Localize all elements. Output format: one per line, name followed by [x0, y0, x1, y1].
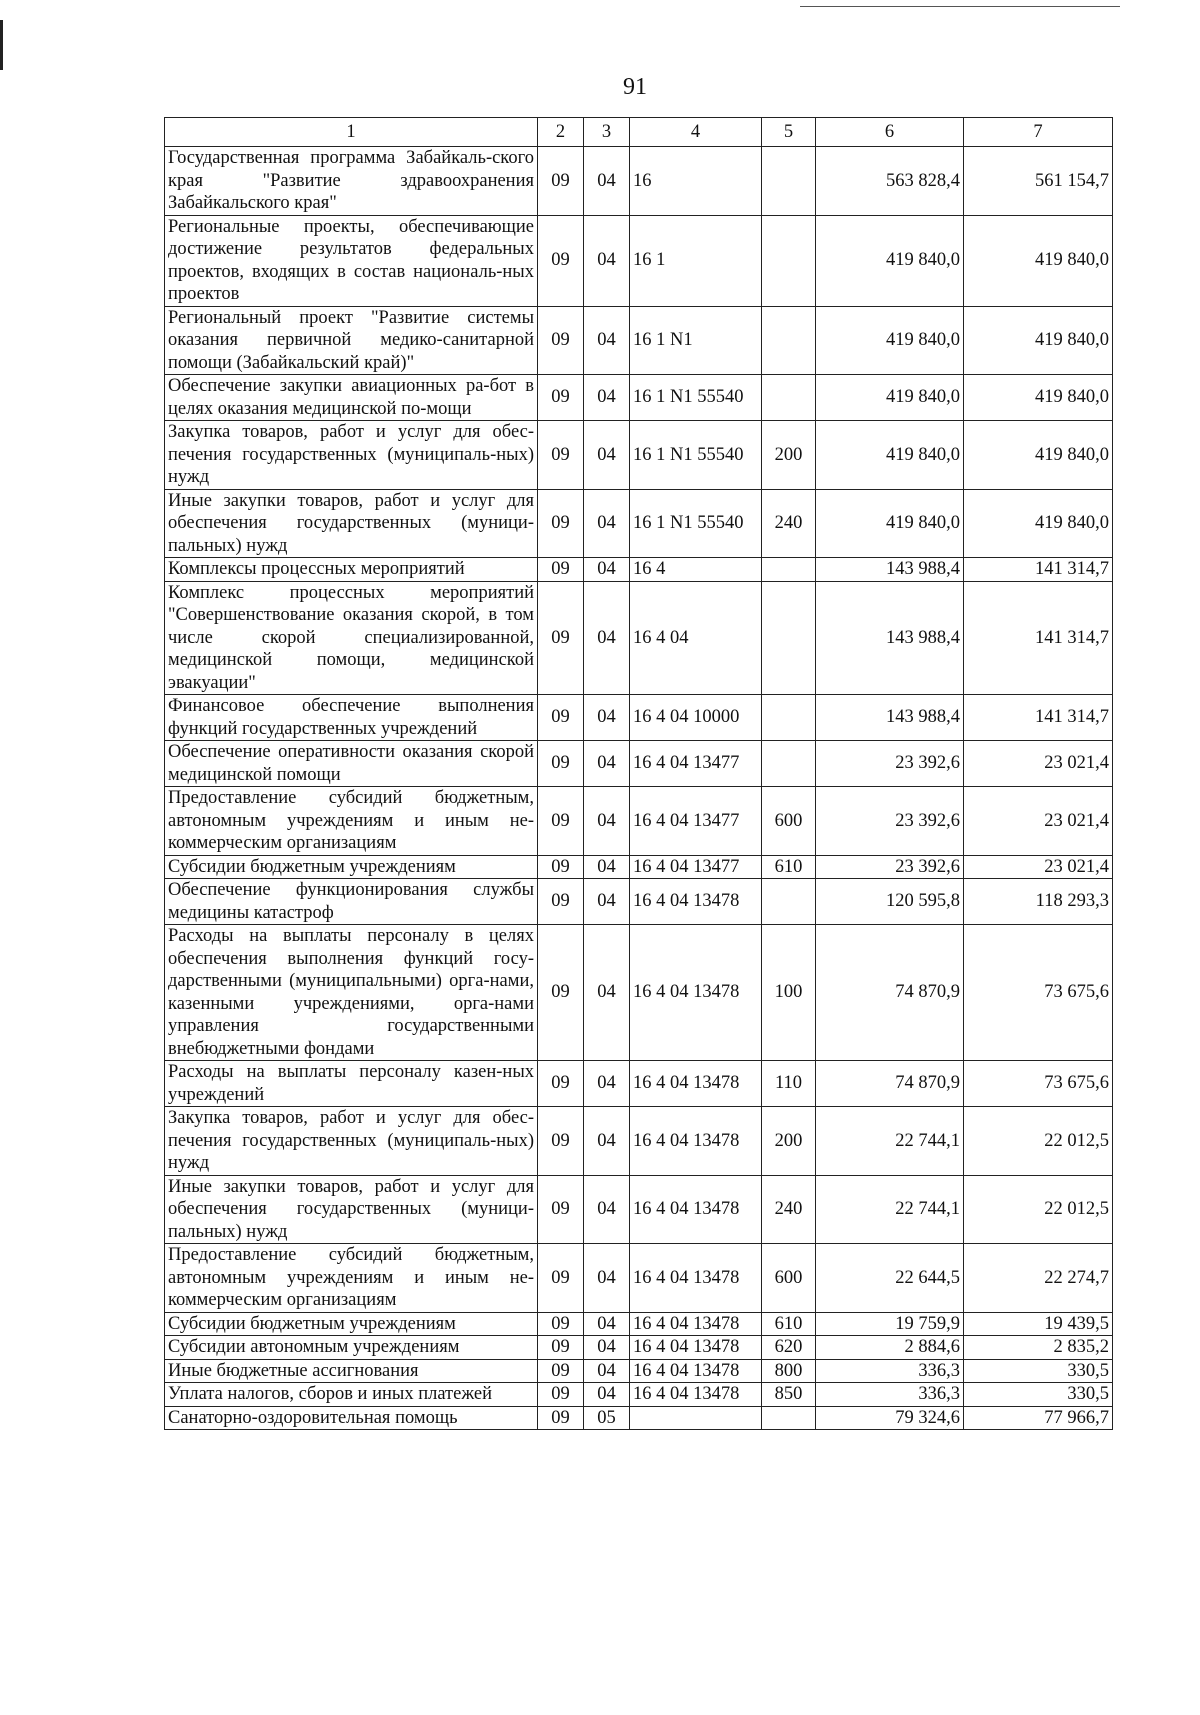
target-article-cell: 16 4 04 13478: [630, 1175, 762, 1244]
subsection-code-cell: 04: [584, 147, 630, 216]
subsection-code-cell: 04: [584, 1107, 630, 1176]
section-code-cell: 09: [538, 421, 584, 490]
amount-col7-cell: 118 293,3: [964, 879, 1113, 925]
section-code-cell: 09: [538, 1383, 584, 1407]
amount-col6-cell: 563 828,4: [816, 147, 964, 216]
amount-col6-cell: 22 644,5: [816, 1244, 964, 1313]
subsection-code-cell: 04: [584, 855, 630, 879]
subsection-code-cell: 04: [584, 489, 630, 558]
target-article-cell: 16 1 N1 55540: [630, 489, 762, 558]
header-cell: 5: [762, 118, 816, 147]
row-name-cell: Субсидии автономным учреждениям: [165, 1336, 538, 1360]
expense-type-cell: 110: [762, 1061, 816, 1107]
target-article-cell: 16 1: [630, 215, 762, 306]
subsection-code-cell: 05: [584, 1406, 630, 1430]
amount-col7-cell: 23 021,4: [964, 855, 1113, 879]
table-row: [165, 1336, 1113, 1360]
section-code-cell: 09: [538, 855, 584, 879]
amount-col7-cell: 141 314,7: [964, 695, 1113, 741]
table-row: [165, 421, 1113, 490]
amount-col6-cell: 120 595,8: [816, 879, 964, 925]
row-name-cell: Региональные проекты, обеспечивающие достижение результатов федеральных проектов, входящих в состав националь-ных проектов: [165, 215, 538, 306]
table-row: [165, 741, 1113, 787]
expense-type-cell: [762, 741, 816, 787]
table-row: [165, 1244, 1113, 1313]
expense-type-cell: 200: [762, 421, 816, 490]
header-cell: 4: [630, 118, 762, 147]
table-row: [165, 1383, 1113, 1407]
section-code-cell: 09: [538, 695, 584, 741]
amount-col7-cell: 22 012,5: [964, 1107, 1113, 1176]
expense-type-cell: 800: [762, 1359, 816, 1383]
row-name-cell: Комплексы процессных мероприятий: [165, 558, 538, 582]
table-row: [165, 1312, 1113, 1336]
expense-type-cell: 100: [762, 925, 816, 1061]
row-name-cell: Субсидии бюджетным учреждениям: [165, 1312, 538, 1336]
amount-col6-cell: 143 988,4: [816, 558, 964, 582]
amount-col7-cell: 419 840,0: [964, 215, 1113, 306]
table-header-row: [165, 118, 1113, 147]
subsection-code-cell: 04: [584, 787, 630, 856]
section-code-cell: 09: [538, 375, 584, 421]
target-article-cell: 16 1 N1 55540: [630, 421, 762, 490]
table-row: [165, 147, 1113, 216]
table-row: [165, 695, 1113, 741]
expense-type-cell: 200: [762, 1107, 816, 1176]
amount-col7-cell: 330,5: [964, 1359, 1113, 1383]
page-number: 91: [623, 74, 647, 100]
target-article-cell: 16 1 N1 55540: [630, 375, 762, 421]
subsection-code-cell: 04: [584, 215, 630, 306]
amount-col6-cell: 143 988,4: [816, 695, 964, 741]
subsection-code-cell: 04: [584, 1061, 630, 1107]
subsection-code-cell: 04: [584, 375, 630, 421]
target-article-cell: 16 4: [630, 558, 762, 582]
subsection-code-cell: 04: [584, 741, 630, 787]
row-name-cell: Финансовое обеспечение выполнения функций государственных учреждений: [165, 695, 538, 741]
subsection-code-cell: 04: [584, 306, 630, 375]
row-name-cell: Комплекс процессных мероприятий "Совершенствование оказания скорой, в том числе скорой специализированной, медицинской помощи, медицинской эвакуации": [165, 581, 538, 695]
table-body: [165, 147, 1113, 1430]
amount-col7-cell: 141 314,7: [964, 558, 1113, 582]
subsection-code-cell: 04: [584, 1244, 630, 1313]
row-name-cell: Региональный проект "Развитие системы оказания первичной медико-санитарной помощи (Забайкальский край)": [165, 306, 538, 375]
amount-col7-cell: 19 439,5: [964, 1312, 1113, 1336]
row-name-cell: Расходы на выплаты персоналу в целях обеспечения выполнения функций госу-дарственными (муниципальными) орга-нами, казенными учреждениями, орга-нами управления государственными внебюджетными фондами: [165, 925, 538, 1061]
expense-type-cell: 600: [762, 1244, 816, 1313]
header-cell: 7: [964, 118, 1113, 147]
amount-col6-cell: 419 840,0: [816, 306, 964, 375]
amount-col6-cell: 74 870,9: [816, 925, 964, 1061]
expense-type-cell: 240: [762, 489, 816, 558]
subsection-code-cell: 04: [584, 879, 630, 925]
target-article-cell: 16 4 04 13478: [630, 879, 762, 925]
section-code-cell: 09: [538, 558, 584, 582]
target-article-cell: 16 4 04 13478: [630, 925, 762, 1061]
amount-col6-cell: 143 988,4: [816, 581, 964, 695]
expense-type-cell: 620: [762, 1336, 816, 1360]
expense-type-cell: 610: [762, 855, 816, 879]
target-article-cell: 16 4 04 13478: [630, 1336, 762, 1360]
header-cell: 1: [165, 118, 538, 147]
expense-type-cell: 240: [762, 1175, 816, 1244]
section-code-cell: 09: [538, 1244, 584, 1313]
target-article-cell: 16 4 04 13478: [630, 1359, 762, 1383]
row-name-cell: Санаторно-оздоровительная помощь: [165, 1406, 538, 1430]
row-name-cell: Субсидии бюджетным учреждениям: [165, 855, 538, 879]
subsection-code-cell: 04: [584, 695, 630, 741]
section-code-cell: 09: [538, 787, 584, 856]
amount-col7-cell: 2 835,2: [964, 1336, 1113, 1360]
expense-type-cell: [762, 695, 816, 741]
row-name-cell: Предоставление субсидий бюджетным, автономным учреждениям и иным не-коммерческим организациям: [165, 1244, 538, 1313]
amount-col7-cell: 419 840,0: [964, 306, 1113, 375]
subsection-code-cell: 04: [584, 421, 630, 490]
subsection-code-cell: 04: [584, 1175, 630, 1244]
row-name-cell: Иные закупки товаров, работ и услуг для обеспечения государственных (муници-пальных) нужд: [165, 1175, 538, 1244]
amount-col7-cell: 419 840,0: [964, 375, 1113, 421]
target-article-cell: 16 4 04: [630, 581, 762, 695]
subsection-code-cell: 04: [584, 558, 630, 582]
row-name-cell: Обеспечение закупки авиационных ра-бот в целях оказания медицинской по-мощи: [165, 375, 538, 421]
target-article-cell: 16 4 04 13478: [630, 1107, 762, 1176]
table-row: [165, 855, 1113, 879]
target-article-cell: 16 1 N1: [630, 306, 762, 375]
section-code-cell: 09: [538, 1336, 584, 1360]
amount-col7-cell: 23 021,4: [964, 787, 1113, 856]
section-code-cell: 09: [538, 1175, 584, 1244]
expense-type-cell: [762, 215, 816, 306]
section-code-cell: 09: [538, 741, 584, 787]
table-row: [165, 306, 1113, 375]
subsection-code-cell: 04: [584, 1359, 630, 1383]
section-code-cell: 09: [538, 215, 584, 306]
target-article-cell: 16 4 04 13478: [630, 1383, 762, 1407]
amount-col6-cell: 22 744,1: [816, 1175, 964, 1244]
section-code-cell: 09: [538, 147, 584, 216]
row-name-cell: Иные закупки товаров, работ и услуг для обеспечения государственных (муници-пальных) нужд: [165, 489, 538, 558]
row-name-cell: Обеспечение оперативности оказания скорой медицинской помощи: [165, 741, 538, 787]
amount-col6-cell: 336,3: [816, 1383, 964, 1407]
subsection-code-cell: 04: [584, 1312, 630, 1336]
amount-col7-cell: 77 966,7: [964, 1406, 1113, 1430]
amount-col6-cell: 23 392,6: [816, 855, 964, 879]
header-cell: 3: [584, 118, 630, 147]
amount-col7-cell: 23 021,4: [964, 741, 1113, 787]
amount-col7-cell: 73 675,6: [964, 1061, 1113, 1107]
expense-type-cell: [762, 558, 816, 582]
table-row: [165, 489, 1113, 558]
amount-col6-cell: 419 840,0: [816, 375, 964, 421]
expense-type-cell: 610: [762, 1312, 816, 1336]
expense-type-cell: [762, 581, 816, 695]
amount-col6-cell: 79 324,6: [816, 1406, 964, 1430]
target-article-cell: 16 4 04 13478: [630, 1244, 762, 1313]
section-code-cell: 09: [538, 1312, 584, 1336]
section-code-cell: 09: [538, 581, 584, 695]
target-article-cell: 16 4 04 13477: [630, 855, 762, 879]
budget-table: [164, 117, 1113, 1430]
amount-col7-cell: 330,5: [964, 1383, 1113, 1407]
expense-type-cell: 600: [762, 787, 816, 856]
section-code-cell: 09: [538, 925, 584, 1061]
header-cell: 2: [538, 118, 584, 147]
section-code-cell: 09: [538, 1061, 584, 1107]
amount-col6-cell: 419 840,0: [816, 421, 964, 490]
amount-col6-cell: 419 840,0: [816, 215, 964, 306]
expense-type-cell: [762, 306, 816, 375]
subsection-code-cell: 04: [584, 925, 630, 1061]
subsection-code-cell: 04: [584, 1336, 630, 1360]
section-code-cell: 09: [538, 1359, 584, 1383]
row-name-cell: Государственная программа Забайкаль-ского края "Развитие здравоохранения Забайкальского края": [165, 147, 538, 216]
amount-col6-cell: 19 759,9: [816, 1312, 964, 1336]
margin-mark: [0, 20, 3, 70]
subsection-code-cell: 04: [584, 581, 630, 695]
expense-type-cell: 850: [762, 1383, 816, 1407]
target-article-cell: 16 4 04 13478: [630, 1312, 762, 1336]
amount-col7-cell: 22 012,5: [964, 1175, 1113, 1244]
amount-col6-cell: 419 840,0: [816, 489, 964, 558]
amount-col6-cell: 2 884,6: [816, 1336, 964, 1360]
row-name-cell: Закупка товаров, работ и услуг для обес-печения государственных (муниципаль-ных) нужд: [165, 1107, 538, 1176]
section-code-cell: 09: [538, 489, 584, 558]
amount-col7-cell: 561 154,7: [964, 147, 1113, 216]
row-name-cell: Обеспечение функционирования службы медицины катастроф: [165, 879, 538, 925]
header-cell: 6: [816, 118, 964, 147]
table-row: [165, 215, 1113, 306]
section-code-cell: 09: [538, 1107, 584, 1176]
table-row: [165, 1175, 1113, 1244]
amount-col6-cell: 74 870,9: [816, 1061, 964, 1107]
expense-type-cell: [762, 1406, 816, 1430]
target-article-cell: 16: [630, 147, 762, 216]
section-code-cell: 09: [538, 306, 584, 375]
amount-col7-cell: 419 840,0: [964, 421, 1113, 490]
target-article-cell: 16 4 04 13478: [630, 1061, 762, 1107]
amount-col7-cell: 73 675,6: [964, 925, 1113, 1061]
target-article-cell: [630, 1406, 762, 1430]
amount-col6-cell: 23 392,6: [816, 741, 964, 787]
expense-type-cell: [762, 147, 816, 216]
row-name-cell: Иные бюджетные ассигнования: [165, 1359, 538, 1383]
row-name-cell: Расходы на выплаты персоналу казен-ных учреждений: [165, 1061, 538, 1107]
subsection-code-cell: 04: [584, 1383, 630, 1407]
amount-col7-cell: 141 314,7: [964, 581, 1113, 695]
table-row: [165, 581, 1113, 695]
section-code-cell: 09: [538, 1406, 584, 1430]
amount-col6-cell: 336,3: [816, 1359, 964, 1383]
table-row: [165, 787, 1113, 856]
table-row: [165, 1061, 1113, 1107]
table-row: [165, 879, 1113, 925]
expense-type-cell: [762, 375, 816, 421]
table-row: [165, 558, 1113, 582]
table-row: [165, 1406, 1113, 1430]
target-article-cell: 16 4 04 13477: [630, 741, 762, 787]
scan-artifact-line: [800, 6, 1120, 7]
amount-col7-cell: 22 274,7: [964, 1244, 1113, 1313]
amount-col7-cell: 419 840,0: [964, 489, 1113, 558]
target-article-cell: 16 4 04 13477: [630, 787, 762, 856]
row-name-cell: Предоставление субсидий бюджетным, автономным учреждениям и иным не-коммерческим организациям: [165, 787, 538, 856]
expense-type-cell: [762, 879, 816, 925]
target-article-cell: 16 4 04 10000: [630, 695, 762, 741]
table-row: [165, 925, 1113, 1061]
amount-col6-cell: 22 744,1: [816, 1107, 964, 1176]
row-name-cell: Уплата налогов, сборов и иных платежей: [165, 1383, 538, 1407]
table-row: [165, 375, 1113, 421]
table-row: [165, 1107, 1113, 1176]
row-name-cell: Закупка товаров, работ и услуг для обес-печения государственных (муниципаль-ных) нужд: [165, 421, 538, 490]
section-code-cell: 09: [538, 879, 584, 925]
amount-col6-cell: 23 392,6: [816, 787, 964, 856]
table-row: [165, 1359, 1113, 1383]
